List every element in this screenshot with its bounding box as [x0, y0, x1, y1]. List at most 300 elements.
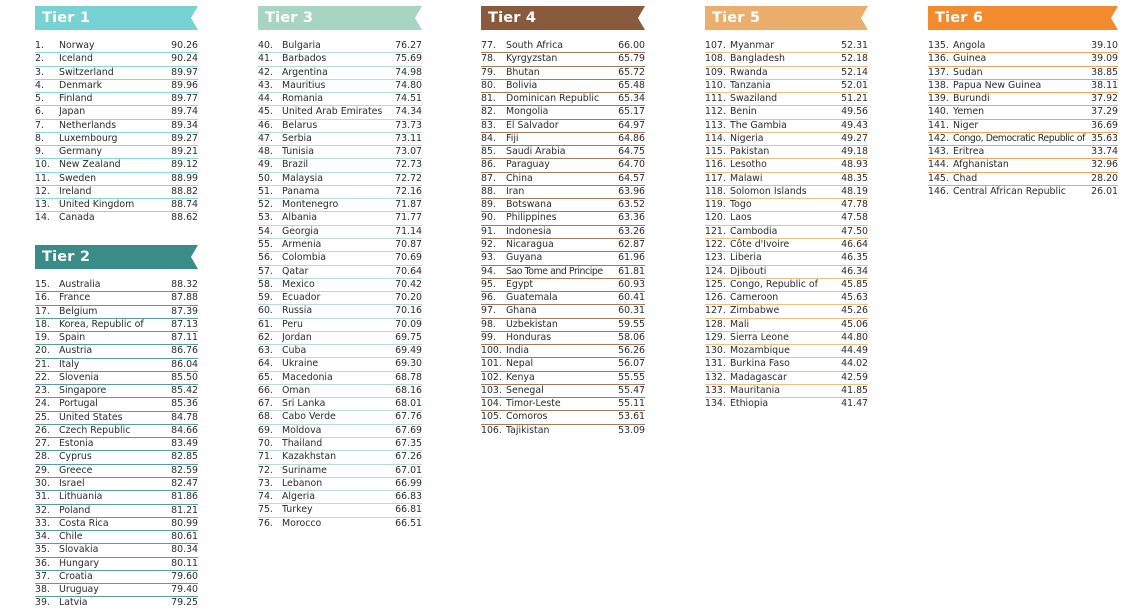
- rank-number: 115.: [705, 146, 726, 158]
- country-name: Mozambique: [730, 345, 790, 357]
- country-name: Solomon Islands: [730, 185, 807, 197]
- country-name: Montenegro: [282, 199, 339, 211]
- country-name: Bangladesh: [730, 53, 785, 65]
- country-score: 88.99: [171, 172, 198, 184]
- country-name: Ukraine: [282, 358, 319, 370]
- tier-title: Tier 6: [935, 10, 984, 26]
- rank-number: 119.: [705, 199, 726, 211]
- country-name: Jordan: [282, 331, 312, 343]
- ranking-row: [928, 173, 1118, 186]
- ranking-row: [35, 306, 198, 319]
- country-score: 85.42: [171, 385, 198, 397]
- rank-number: 92.: [481, 238, 496, 250]
- rank-number: 73.: [258, 477, 273, 489]
- ranking-row: [35, 53, 198, 66]
- country-score: 68.78: [395, 371, 422, 383]
- rank-number: 15.: [35, 279, 50, 290]
- country-score: 41.47: [841, 398, 868, 410]
- country-name: Brazil: [282, 159, 309, 171]
- rank-number: 20.: [35, 345, 50, 357]
- country-name: Panama: [282, 185, 320, 197]
- country-score: 86.04: [171, 358, 198, 370]
- rank-number: 57.: [258, 265, 273, 277]
- country-score: 70.16: [395, 305, 422, 317]
- ranking-row: [258, 120, 422, 133]
- ranking-row: [258, 106, 422, 119]
- ranking-row: [928, 120, 1118, 133]
- country-name: Kazakhstan: [282, 451, 337, 463]
- ranking-row: [258, 319, 422, 332]
- rank-number: 24.: [35, 398, 50, 410]
- country-name: Eritrea: [953, 146, 985, 158]
- rank-number: 36.: [35, 557, 50, 569]
- ranking-row: [481, 106, 645, 119]
- country-name: Lesotho: [730, 159, 767, 171]
- rank-number: 53.: [258, 212, 273, 224]
- country-score: 53.61: [618, 411, 645, 423]
- country-score: 36.69: [1091, 119, 1118, 131]
- ranking-row: [481, 239, 645, 252]
- ranking-row: [35, 319, 198, 332]
- country-name: Iceland: [59, 53, 93, 65]
- rank-number: 32.: [35, 504, 50, 516]
- ranking-row: [705, 186, 868, 199]
- ranking-row: [481, 411, 645, 424]
- country-name: Liberia: [730, 252, 762, 264]
- country-name: Mongolia: [506, 106, 549, 118]
- ranking-row: [35, 133, 198, 146]
- country-score: 69.49: [395, 345, 422, 357]
- country-score: 64.97: [618, 119, 645, 131]
- ranking-row: [705, 40, 868, 53]
- tier-title: Tier 4: [488, 10, 537, 26]
- ranking-row: [481, 173, 645, 186]
- ranking-row: [258, 358, 422, 371]
- rank-number: 133.: [705, 384, 726, 396]
- ranking-row: [258, 438, 422, 451]
- rank-number: 63.: [258, 345, 273, 357]
- country-name: Armenia: [282, 238, 322, 250]
- country-name: Burundi: [953, 93, 990, 105]
- country-name: Sweden: [59, 172, 97, 184]
- rank-number: 26.: [35, 424, 50, 436]
- ranking-row: [35, 93, 198, 106]
- rank-number: 21.: [35, 358, 50, 370]
- ranking-list: [258, 40, 422, 531]
- ranking-row: [35, 491, 198, 504]
- country-score: 75.69: [395, 53, 422, 65]
- rank-number: 75.: [258, 504, 273, 516]
- country-score: 60.41: [618, 292, 645, 304]
- country-name: The Gambia: [730, 119, 787, 131]
- country-score: 70.69: [395, 252, 422, 264]
- country-name: Chile: [59, 531, 83, 543]
- country-score: 73.07: [395, 146, 422, 158]
- rank-number: 3.: [35, 66, 44, 78]
- rank-number: 71.: [258, 451, 273, 463]
- rank-number: 39.: [35, 597, 50, 609]
- rank-number: 29.: [35, 464, 50, 476]
- country-score: 71.87: [395, 199, 422, 211]
- ranking-row: [35, 465, 198, 478]
- rank-number: 125.: [705, 278, 726, 290]
- country-name: Albania: [282, 212, 318, 224]
- country-score: 45.06: [841, 318, 868, 330]
- country-score: 64.57: [618, 172, 645, 184]
- ranking-row: [258, 398, 422, 411]
- ranking-row: [705, 372, 868, 385]
- country-name: Switzerland: [59, 66, 114, 78]
- rank-number: 7.: [35, 119, 44, 131]
- rank-number: 67.: [258, 398, 273, 410]
- country-name: Bhutan: [506, 66, 540, 78]
- rank-number: 136.: [928, 53, 949, 65]
- country-name: Uzbekistan: [506, 318, 558, 330]
- country-score: 80.11: [171, 557, 198, 569]
- rank-number: 129.: [705, 331, 726, 343]
- ranking-row: [705, 67, 868, 80]
- rank-number: 135.: [928, 40, 949, 51]
- tier-1-table: [35, 6, 198, 226]
- country-score: 89.96: [171, 79, 198, 91]
- country-score: 46.64: [841, 238, 868, 250]
- country-score: 38.11: [1091, 79, 1118, 91]
- country-name: Slovakia: [59, 544, 99, 556]
- country-score: 64.86: [618, 132, 645, 144]
- country-score: 47.78: [841, 199, 868, 211]
- country-score: 37.92: [1091, 93, 1118, 105]
- country-score: 67.26: [395, 451, 422, 463]
- country-name: Lithuania: [59, 491, 103, 503]
- country-name: Romania: [282, 93, 323, 105]
- country-score: 60.93: [618, 278, 645, 290]
- country-name: Nicaragua: [506, 238, 554, 250]
- ranking-row: [705, 332, 868, 345]
- country-score: 52.01: [841, 79, 868, 91]
- ribbon-notch-icon: [415, 6, 422, 30]
- ribbon-notch-icon: [191, 245, 198, 269]
- rank-number: 51.: [258, 185, 273, 197]
- country-name: Laos: [730, 212, 752, 224]
- country-name: Egypt: [506, 278, 534, 290]
- country-score: 70.64: [395, 265, 422, 277]
- ranking-row: [481, 332, 645, 345]
- ranking-row: [481, 80, 645, 93]
- ranking-row: [35, 571, 198, 584]
- rank-number: 60.: [258, 305, 273, 317]
- rank-number: 59.: [258, 292, 273, 304]
- country-name: Morocco: [282, 517, 322, 529]
- country-score: 89.74: [171, 106, 198, 118]
- ranking-row: [258, 226, 422, 239]
- rank-number: 14.: [35, 212, 50, 224]
- ranking-row: [258, 465, 422, 478]
- country-name: Russia: [282, 305, 313, 317]
- country-name: Congo, Republic of: [730, 278, 818, 290]
- country-name: Belgium: [59, 305, 98, 317]
- ranking-row: [35, 558, 198, 571]
- ranking-row: [35, 425, 198, 438]
- country-name: Ireland: [59, 185, 92, 197]
- rank-number: 17.: [35, 305, 50, 317]
- rank-number: 54.: [258, 225, 273, 237]
- ranking-row: [705, 385, 868, 398]
- rank-number: 113.: [705, 119, 726, 131]
- ranking-row: [35, 372, 198, 385]
- rank-number: 66.: [258, 384, 273, 396]
- tier-3-table: [258, 6, 422, 531]
- country-score: 87.88: [171, 292, 198, 304]
- country-name: Côte d'Ivoire: [730, 238, 790, 250]
- country-score: 84.66: [171, 424, 198, 436]
- country-score: 44.49: [841, 345, 868, 357]
- ranking-row: [481, 292, 645, 305]
- rank-number: 131.: [705, 358, 726, 370]
- country-name: Malaysia: [282, 172, 323, 184]
- country-score: 70.09: [395, 318, 422, 330]
- ranking-row: [481, 67, 645, 80]
- ranking-row: [705, 212, 868, 225]
- ranking-row: [928, 93, 1118, 106]
- country-score: 41.85: [841, 384, 868, 396]
- country-name: Estonia: [59, 438, 94, 450]
- ranking-row: [35, 173, 198, 186]
- country-score: 64.75: [618, 146, 645, 158]
- country-name: Paraguay: [506, 159, 550, 171]
- rank-number: 33.: [35, 517, 50, 529]
- rank-number: 38.: [35, 584, 50, 596]
- rank-number: 121.: [705, 225, 726, 237]
- country-score: 82.85: [171, 451, 198, 463]
- country-score: 65.72: [618, 66, 645, 78]
- rank-number: 6.: [35, 106, 44, 118]
- country-name: Tanzania: [730, 79, 771, 91]
- country-score: 56.26: [618, 345, 645, 357]
- rank-number: 10.: [35, 159, 50, 171]
- country-score: 88.74: [171, 199, 198, 211]
- country-score: 74.34: [395, 106, 422, 118]
- country-score: 80.99: [171, 517, 198, 529]
- country-name: Hungary: [59, 557, 100, 569]
- country-name: Guinea: [953, 53, 987, 65]
- country-name: Australia: [59, 279, 101, 290]
- country-name: Suriname: [282, 464, 327, 476]
- country-score: 82.59: [171, 464, 198, 476]
- country-name: Cambodia: [730, 225, 778, 237]
- rank-number: 83.: [481, 119, 496, 131]
- ranking-row: [35, 146, 198, 159]
- ranking-row: [258, 186, 422, 199]
- ribbon-notch-icon: [638, 6, 645, 30]
- country-score: 73.73: [395, 119, 422, 131]
- country-name: Rwanda: [730, 66, 768, 78]
- ranking-row: [35, 398, 198, 411]
- rank-number: 9.: [35, 146, 44, 158]
- country-score: 33.74: [1091, 146, 1118, 158]
- ranking-row: [35, 332, 198, 345]
- country-score: 66.99: [395, 477, 422, 489]
- country-score: 84.78: [171, 411, 198, 423]
- ranking-row: [258, 292, 422, 305]
- country-name: Bulgaria: [282, 40, 321, 51]
- ranking-row: [705, 305, 868, 318]
- country-name: Georgia: [282, 225, 319, 237]
- ranking-row: [928, 67, 1118, 80]
- tier-4-table: [481, 6, 645, 438]
- country-name: Kyrgyzstan: [506, 53, 558, 65]
- country-score: 28.20: [1091, 172, 1118, 184]
- country-score: 66.81: [395, 504, 422, 516]
- country-score: 39.10: [1091, 40, 1118, 51]
- tier-5-table: [705, 6, 868, 411]
- country-name: Tunisia: [282, 146, 315, 158]
- country-name: Luxembourg: [59, 132, 118, 144]
- country-name: Cameroon: [730, 292, 779, 304]
- ranking-list: [928, 40, 1118, 199]
- country-score: 89.97: [171, 66, 198, 78]
- country-score: 72.73: [395, 159, 422, 171]
- country-score: 65.48: [618, 79, 645, 91]
- country-score: 72.16: [395, 185, 422, 197]
- rank-number: 110.: [705, 79, 726, 91]
- rank-number: 43.: [258, 79, 273, 91]
- rank-number: 108.: [705, 53, 726, 65]
- country-score: 66.00: [618, 40, 645, 51]
- ranking-row: [705, 93, 868, 106]
- country-score: 42.59: [841, 371, 868, 383]
- country-score: 55.11: [618, 398, 645, 410]
- rank-number: 132.: [705, 371, 726, 383]
- ranking-row: [35, 412, 198, 425]
- ranking-row: [258, 451, 422, 464]
- country-score: 89.34: [171, 119, 198, 131]
- country-score: 45.85: [841, 278, 868, 290]
- country-name: Comoros: [506, 411, 548, 423]
- ranking-row: [481, 319, 645, 332]
- country-name: Ghana: [506, 305, 537, 317]
- rank-number: 124.: [705, 265, 726, 277]
- rank-number: 98.: [481, 318, 496, 330]
- country-score: 63.96: [618, 185, 645, 197]
- ranking-row: [35, 345, 198, 358]
- rank-number: 82.: [481, 106, 496, 118]
- rank-number: 25.: [35, 411, 50, 423]
- country-name: Ecuador: [282, 292, 321, 304]
- rank-number: 1.: [35, 40, 44, 51]
- country-score: 74.98: [395, 66, 422, 78]
- rank-number: 11.: [35, 172, 50, 184]
- country-score: 49.27: [841, 132, 868, 144]
- country-score: 47.58: [841, 212, 868, 224]
- ranking-row: [35, 518, 198, 531]
- rank-number: 145.: [928, 172, 949, 184]
- rank-number: 23.: [35, 385, 50, 397]
- rank-number: 42.: [258, 66, 273, 78]
- ranking-row: [705, 266, 868, 279]
- rank-number: 44.: [258, 93, 273, 105]
- rank-number: 48.: [258, 146, 273, 158]
- ranking-row: [35, 385, 198, 398]
- ranking-row: [705, 292, 868, 305]
- ranking-row: [481, 53, 645, 66]
- rank-number: 122.: [705, 238, 726, 250]
- ranking-row: [928, 106, 1118, 119]
- country-name: Chad: [953, 172, 978, 184]
- ranking-row: [258, 212, 422, 225]
- tier-header: [481, 6, 645, 30]
- country-name: Benin: [730, 106, 757, 118]
- country-score: 59.55: [618, 318, 645, 330]
- country-name: Barbados: [282, 53, 327, 65]
- country-score: 85.36: [171, 398, 198, 410]
- ranking-row: [35, 544, 198, 557]
- country-score: 71.14: [395, 225, 422, 237]
- ranking-row: [705, 106, 868, 119]
- ranking-row: [35, 478, 198, 491]
- country-score: 79.40: [171, 584, 198, 596]
- ranking-row: [258, 239, 422, 252]
- country-score: 90.24: [171, 53, 198, 65]
- ranking-row: [258, 345, 422, 358]
- ranking-row: [705, 120, 868, 133]
- rank-number: 93.: [481, 252, 496, 264]
- country-name: Papua New Guinea: [953, 79, 1042, 91]
- rank-number: 27.: [35, 438, 50, 450]
- country-score: 45.63: [841, 292, 868, 304]
- country-name: Togo: [730, 199, 752, 211]
- country-score: 88.62: [171, 212, 198, 224]
- rank-number: 118.: [705, 185, 726, 197]
- country-score: 48.19: [841, 185, 868, 197]
- country-score: 66.51: [395, 517, 422, 529]
- rank-number: 41.: [258, 53, 273, 65]
- country-name: Austria: [59, 345, 93, 357]
- country-score: 85.50: [171, 371, 198, 383]
- ranking-row: [705, 358, 868, 371]
- country-score: 49.56: [841, 106, 868, 118]
- rank-number: 8.: [35, 132, 44, 144]
- country-score: 90.26: [171, 40, 198, 51]
- ranking-row: [35, 597, 198, 610]
- rank-number: 111.: [705, 93, 726, 105]
- rank-number: 143.: [928, 146, 949, 158]
- ranking-list: [35, 279, 198, 611]
- rank-number: 22.: [35, 371, 50, 383]
- country-name: Malawi: [730, 172, 763, 184]
- country-score: 32.96: [1091, 159, 1118, 171]
- ranking-row: [705, 279, 868, 292]
- rank-number: 139.: [928, 93, 949, 105]
- country-score: 72.72: [395, 172, 422, 184]
- ranking-row: [705, 159, 868, 172]
- rank-number: 102.: [481, 371, 502, 383]
- ranking-row: [258, 491, 422, 504]
- ranking-row: [35, 212, 198, 225]
- country-score: 81.86: [171, 491, 198, 503]
- ranking-row: [481, 425, 645, 438]
- ranking-row: [928, 80, 1118, 93]
- country-score: 49.43: [841, 119, 868, 131]
- tier-header: [705, 6, 868, 30]
- country-name: Angola: [953, 40, 986, 51]
- country-name: Mali: [730, 318, 750, 330]
- rank-number: 103.: [481, 384, 502, 396]
- country-name: Canada: [59, 212, 95, 224]
- country-name: Macedonia: [282, 371, 333, 383]
- ranking-row: [258, 385, 422, 398]
- ranking-row: [35, 438, 198, 451]
- rank-number: 99.: [481, 331, 496, 343]
